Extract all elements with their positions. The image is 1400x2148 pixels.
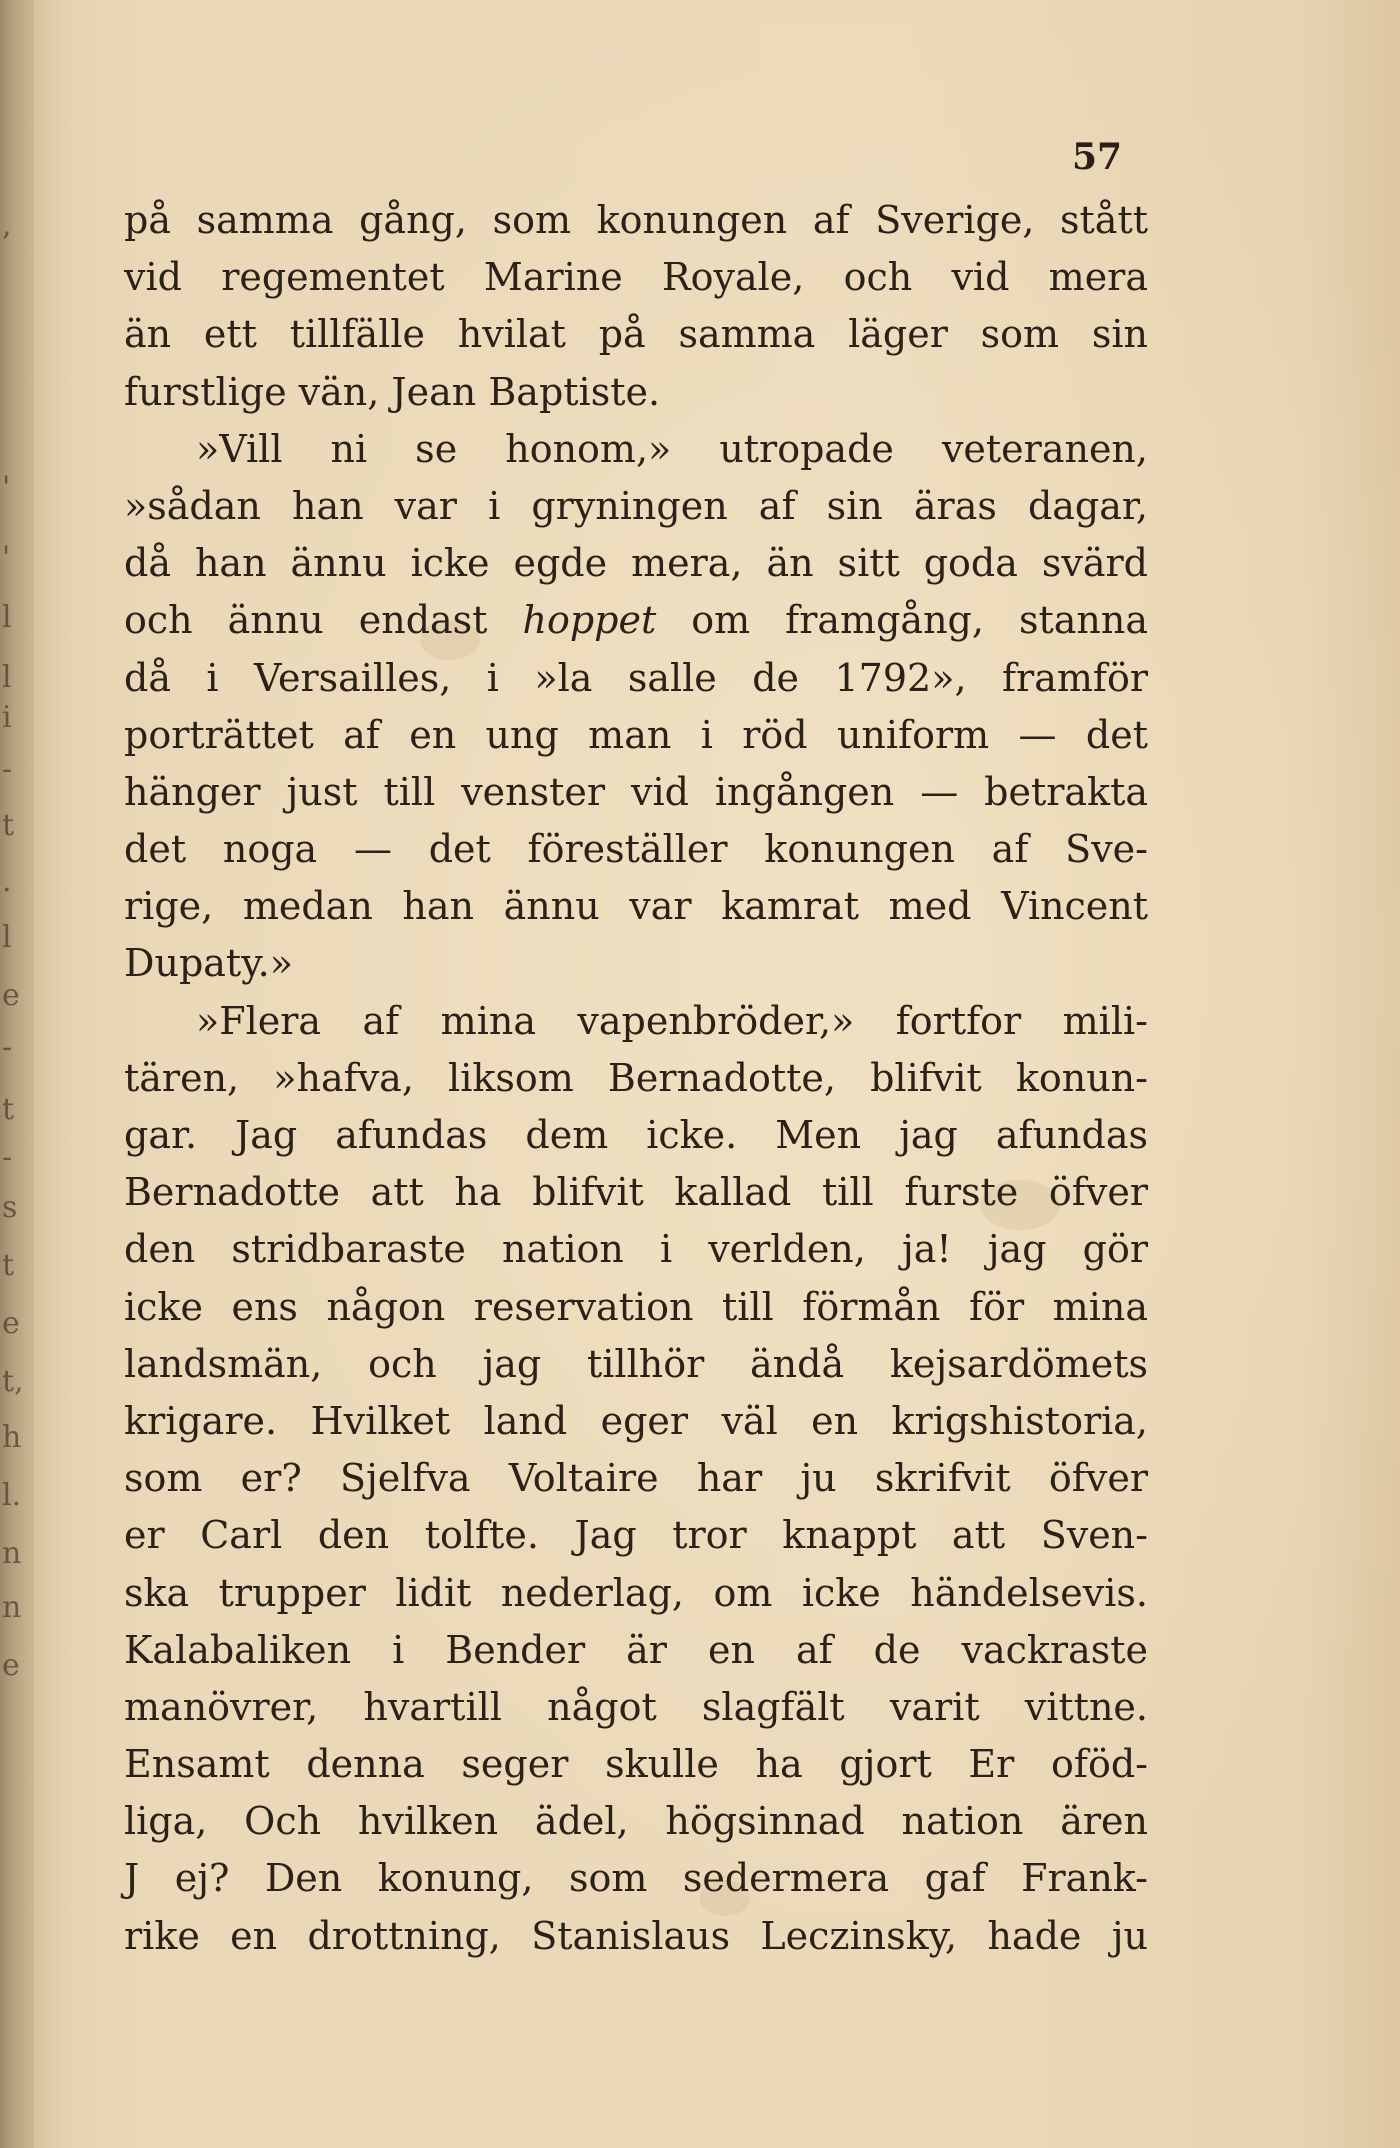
text-line: Ensamt denna seger skulle ha gjort Er oföd- [124, 1742, 1148, 1787]
text-line: vid regementet Marine Royale, och vid mera [124, 255, 1148, 300]
text-line: på samma gång, som konungen af Sverige, stått [124, 198, 1148, 242]
gutter-bleed-glyph: e [2, 1306, 20, 1341]
text-line: ska trupper lidit nederlag, om icke händelsevis. [124, 1570, 1148, 1615]
text-line: tären, »hafva, liksom Bernadotte, blifvit konun- [124, 1055, 1148, 1100]
gutter-bleed-glyph: e [2, 978, 20, 1013]
text-line: Dupaty.» [124, 941, 293, 986]
text-line: »Vill ni se honom,» utropade veteranen, [196, 426, 1148, 471]
gutter-bleed-glyph: i [2, 700, 12, 735]
text-line: er Carl den tolfte. Jag tror knappt att Sven- [124, 1513, 1148, 1558]
text-line: det noga — det föreställer konungen af Sve- [124, 827, 1148, 872]
text-line: porträttet af en ung man i röd uniform — det [124, 712, 1148, 757]
text-line: då han ännu icke egde mera, än sitt goda svärd [124, 541, 1148, 586]
text-line: då i Versailles, i »la salle de 1792», framför [124, 655, 1148, 700]
gutter-bleed-glyph: , [2, 208, 12, 243]
gutter-bleed-glyph: l [2, 920, 12, 955]
text-line: rige, medan han ännu var kamrat med Vincent [124, 884, 1148, 929]
text-line: liga, Och hvilken ädel, högsinnad nation ären [124, 1799, 1148, 1844]
body-text [124, 192, 1148, 1965]
gutter-bleed-glyph: l [2, 600, 12, 635]
gutter-bleed-glyph: t [2, 1092, 15, 1127]
gutter-bleed-glyph: - [2, 1030, 13, 1065]
text-line: furstlige vän, Jean Baptiste. [124, 369, 661, 414]
emphasized-word: hoppet [522, 598, 657, 643]
gutter-bleed-glyph: . [2, 864, 12, 899]
text-line: »Flera af mina vapenbröder,» fortfor mili- [196, 998, 1148, 1043]
gutter-bleed-glyph: s [2, 1190, 18, 1225]
page-number: 57 [1072, 136, 1123, 178]
gutter-bleed-glyph: - [2, 1140, 13, 1175]
gutter-bleed-glyph: h [2, 1420, 22, 1455]
text-line: landsmän, och jag tillhör ändå kejsardömets [124, 1341, 1148, 1386]
text-line: Bernadotte att ha blifvit kallad till furste öfver [124, 1170, 1148, 1215]
gutter-bleed-glyph: n [2, 1536, 22, 1571]
gutter-bleed-glyph: l [2, 660, 12, 695]
text-line: manövrer, hvartill något slagfält varit vittne. [124, 1684, 1148, 1729]
gutter-bleed-glyph: ' [2, 540, 11, 575]
gutter-bleed-glyph: t [2, 1248, 15, 1283]
text-line: Kalabaliken i Bender är en af de vackraste [124, 1627, 1148, 1672]
gutter-bleed-glyph: l. [2, 1478, 22, 1513]
text-line: icke ens någon reservation till förmån för mina [124, 1284, 1148, 1329]
gutter-bleed-glyph: - [2, 752, 13, 787]
text-line: än ett tillfälle hvilat på samma läger som sin [124, 312, 1148, 357]
text-line: »sådan han var i gryningen af sin äras dagar, [124, 483, 1148, 528]
text-line: J ej? Den konung, som sedermera gaf Frank- [124, 1856, 1148, 1901]
text-line: och ännu endast hoppet om framgång, stanna [124, 598, 1148, 643]
text-line: hänger just till venster vid ingången — betrakta [124, 769, 1148, 814]
gutter-bleed-glyph: e [2, 1648, 20, 1683]
gutter-bleed-glyph: t [2, 808, 15, 843]
text-line: som er? Sjelfva Voltaire har ju skrifvit öfver [124, 1456, 1148, 1501]
text-line: den stridbaraste nation i verlden, ja! jag gör [124, 1227, 1148, 1272]
text-line: rike en drottning, Stanislaus Leczinsky, hade ju [124, 1913, 1148, 1958]
page-gutter [0, 0, 34, 2148]
gutter-bleed-glyph: ' [2, 470, 11, 505]
gutter-bleed-glyph: n [2, 1590, 22, 1625]
gutter-bleed-glyph: t, [2, 1364, 24, 1399]
text-line: krigare. Hvilket land eger väl en krigshistoria, [124, 1398, 1148, 1443]
text-line: gar. Jag afundas dem icke. Men jag afundas [124, 1113, 1148, 1157]
